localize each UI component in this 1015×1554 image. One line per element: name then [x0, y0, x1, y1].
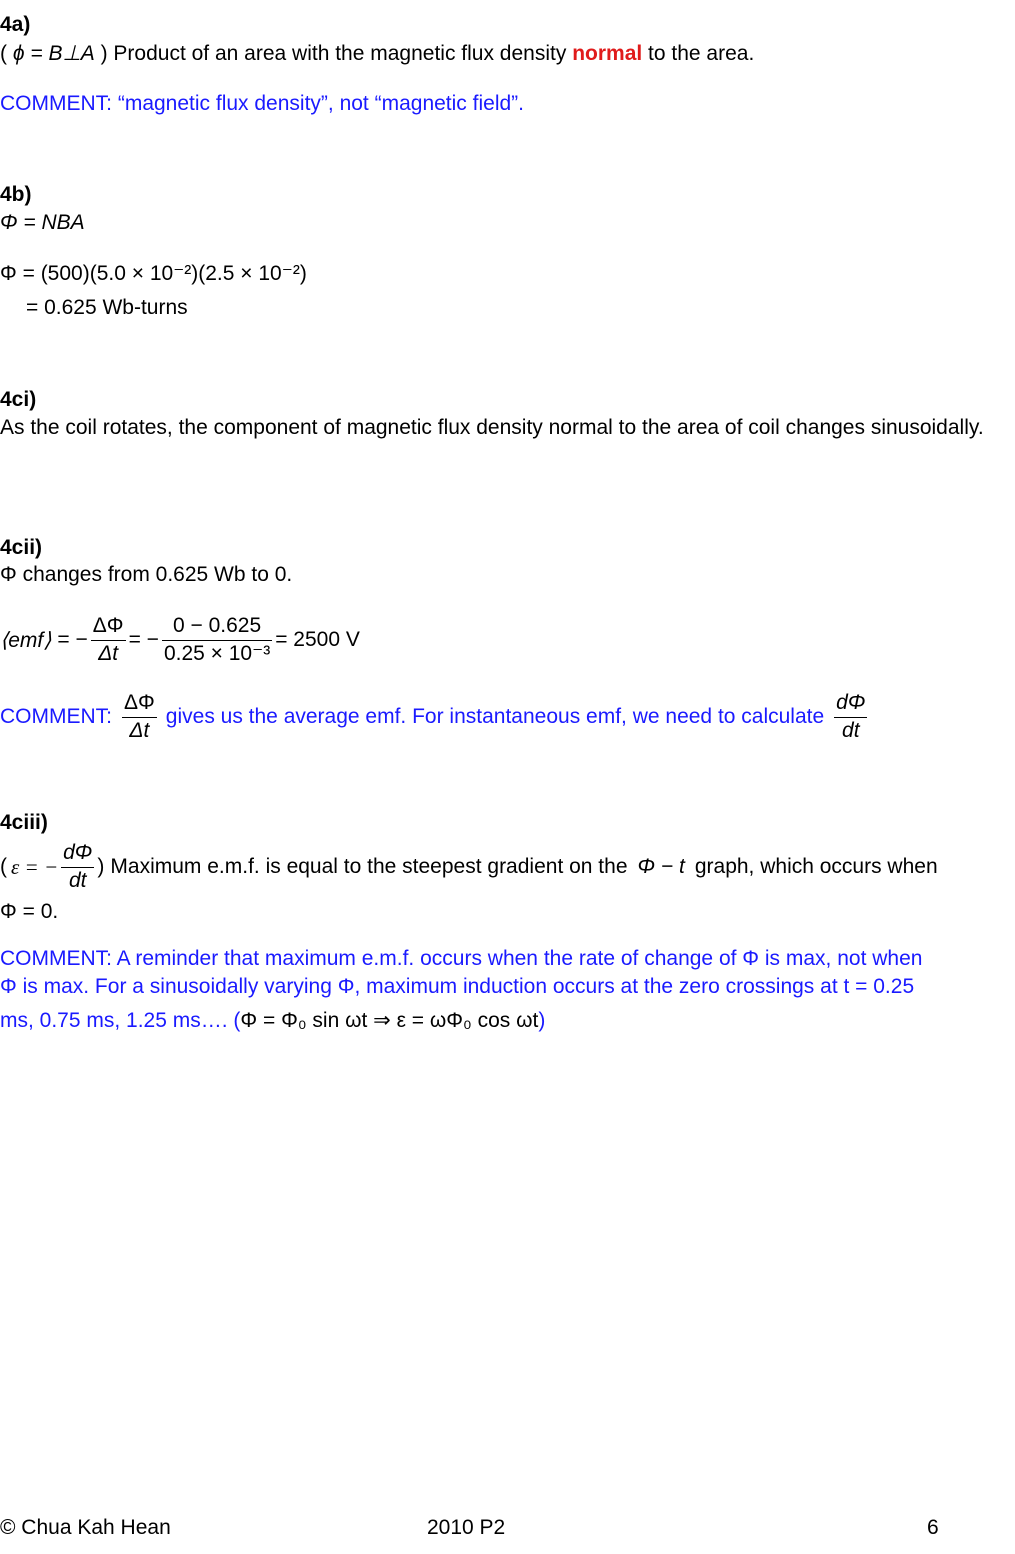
comment-4ciii-line1: COMMENT: A reminder that maximum e.m.f. occurs when the rate of change of Φ is max, not when	[0, 947, 923, 970]
numeric-fraction: $\frac{0 - 0.625}{\text{0.25 × 10⁻³}}$	[163, 614, 271, 665]
answer-4a-text: Product of an area with the magnetic flux density	[113, 42, 567, 65]
delta-flux-over-delta-t: $\frac{\Delta\Phi}{\Delta t}$	[92, 614, 124, 665]
comment-derivative-fraction: $\frac{d\Phi}{dt}$	[836, 691, 866, 742]
answer-4ciii: ( ε = − $\frac{d\Phi}{dt}$ ) Maximum e.m.f. is equal to the steepest gradient on the Φ − t graph, which occurs when	[0, 838, 1015, 896]
emf-symbol: ⟨emf⟩	[0, 628, 52, 652]
footer-page-number: 6	[927, 1516, 939, 1539]
answer-4a: ( ϕ = B⊥A ) Product of an area with the magnetic flux density normal to the area.	[0, 42, 755, 65]
equation-flux-substitution: Φ = (500)(5.0 × 10⁻²)(2.5 × 10⁻²)	[0, 262, 307, 285]
emf-derivative-lhs: ε = −	[11, 854, 59, 879]
equation-flux-nba: Φ = NBA	[0, 211, 85, 234]
emphasis-normal: normal	[572, 42, 643, 65]
emf-result: = 2500 V	[275, 628, 360, 651]
heading-4a: 4a)	[0, 13, 31, 36]
heading-4ciii: 4ciii)	[0, 811, 48, 834]
average-emf-equation: ⟨emf⟩ = − $\frac{\Delta\Phi}{\Delta t}$ = − $\frac{0 - 0.625}{\text{0.25 × 10⁻³}}$ = 2500 V	[0, 610, 360, 670]
graph-label: Φ − t	[637, 855, 685, 878]
footer-author: © Chua Kah Hean	[0, 1516, 171, 1539]
emf-derivative-fraction: $\frac{d\Phi}{dt}$	[63, 841, 93, 892]
heading-4ci: 4ci)	[0, 388, 37, 411]
zero-flux-condition: Φ = 0.	[0, 900, 59, 923]
heading-4b: 4b)	[0, 183, 32, 206]
flux-formula: ϕ = B⊥A	[12, 42, 95, 65]
answer-4ci: As the coil rotates, the component of magnetic flux density normal to the area of coil changes sinusoidally.	[0, 416, 984, 439]
comment-4ciii-line3: ms, 0.75 ms, 1.25 ms…. (Φ = Φ₀ sin ωt ⇒ ε = ωΦ₀ cos ωt)	[0, 1009, 546, 1032]
flux-change-statement: Φ changes from 0.625 Wb to 0.	[0, 563, 293, 586]
answer-4a-text-end: to the area.	[648, 42, 755, 65]
comment-4cii: COMMENT: $\frac{\Delta\Phi}{\Delta t}$ gives us the average emf. For instantaneous emf, we need to calculate $\frac{d\Phi}{dt}$	[0, 688, 870, 746]
heading-4cii: 4cii)	[0, 536, 43, 559]
sinusoidal-flux-equation: Φ = Φ₀ sin ωt ⇒ ε = ωΦ₀ cos ωt	[240, 1009, 539, 1032]
comment-4ciii-line2: Φ is max. For a sinusoidally varying Φ, maximum induction occurs at the zero crossings at t = 0.25	[0, 975, 915, 998]
comment-delta-fraction: $\frac{\Delta\Phi}{\Delta t}$	[124, 691, 155, 742]
equation-flux-result: = 0.625 Wb-turns	[26, 296, 188, 319]
comment-4a: COMMENT: “magnetic flux density”, not “magnetic field”.	[0, 92, 524, 115]
footer-paper: 2010 P2	[427, 1516, 506, 1539]
